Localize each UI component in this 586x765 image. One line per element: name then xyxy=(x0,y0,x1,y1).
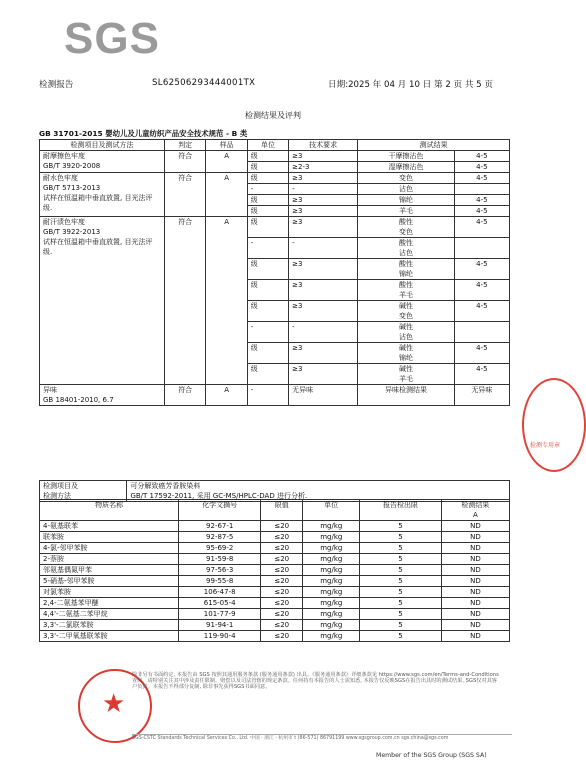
table-row xyxy=(40,587,510,598)
substance-name: 2,4-二氨基苯甲醚 xyxy=(40,598,179,609)
result-label: 干摩擦沾色 xyxy=(358,151,455,162)
result-value xyxy=(454,322,509,343)
table-header-row xyxy=(40,500,510,521)
unit: - xyxy=(247,238,288,259)
test-item-name: 耐汗渍色牢度 GB/T 3922-2013 试样在恒温箱中垂直放置, 目光法评级. xyxy=(40,217,165,385)
result: ND xyxy=(441,631,509,642)
unit: mg/kg xyxy=(303,554,360,565)
table-row xyxy=(40,620,510,631)
column-header: 判定 xyxy=(165,140,206,151)
result-label: 碱性 沾色 xyxy=(358,322,455,343)
cas-number: 119-90-4 xyxy=(179,631,261,642)
column-header: 单位 xyxy=(247,140,288,151)
result-value: 4-5 xyxy=(454,173,509,184)
result-value: 4-5 xyxy=(454,364,509,385)
result-value xyxy=(454,184,509,195)
result: ND xyxy=(441,532,509,543)
test-item-name: 耐摩擦色牢度 GB/T 3920-2008 xyxy=(40,151,165,173)
cas-number: 92-87-5 xyxy=(179,532,261,543)
column-header: 化学文摘号 xyxy=(179,500,261,521)
detection-limit: 5 xyxy=(360,620,442,631)
limit: ≤20 xyxy=(261,565,303,576)
requirement: ≥3 xyxy=(289,343,358,364)
unit: mg/kg xyxy=(303,521,360,532)
unit: 级 xyxy=(247,301,288,322)
report-number: SL62506293444001TX xyxy=(152,78,256,88)
cas-number: 92-67-1 xyxy=(179,521,261,532)
result-label: 酸性 锦纶 xyxy=(358,259,455,280)
table-row xyxy=(40,554,510,565)
table-row xyxy=(40,565,510,576)
result-label: 碱性 变色 xyxy=(358,301,455,322)
unit: mg/kg xyxy=(303,631,360,642)
requirement: ≥3 xyxy=(289,151,358,162)
detection-limit: 5 xyxy=(360,609,442,620)
table-row xyxy=(40,521,510,532)
column-header: 报告检出限 xyxy=(360,500,442,521)
verdict: 符合 xyxy=(165,217,206,385)
detection-limit: 5 xyxy=(360,521,442,532)
column-header: 限值 xyxy=(261,500,303,521)
column-header: 检测结果 A xyxy=(441,500,509,521)
cas-number: 91-94-1 xyxy=(179,620,261,631)
verdict: 符合 xyxy=(165,173,206,217)
requirement: ≥3 xyxy=(289,206,358,217)
footer-address: SGS-CSTC Standards Technical Services Co., Ltd. 中国 · 浙江 · 杭州市 t (86-571) 86791199 www.sgsgroup.com.cn sgs.china@sgs.com xyxy=(132,734,512,742)
footer-terms: 除非另有书面约定, 本报告由 SGS 按照其通用服务条款 (服务通用条款) 出具。《服务通用条款》详细条款见 https://www.sgs.com/en/Terms-and-Conditions 查阅。请特别关注其中涉及责任限制、赔偿以及司法管辖的规定条款。任何持有本报告的人士需知悉, 本报告仅反映SGS在报告出具时的测试结果, SGS仅对其客户负责。本报告不得部分复制, 除非事先获得SGS书面同意。 xyxy=(132,672,499,691)
table-row xyxy=(40,532,510,543)
requirement: ≥3 xyxy=(289,259,358,280)
detection-limit: 5 xyxy=(360,598,442,609)
column-header: 技术要求 xyxy=(289,140,358,151)
substance-name: 对氯苯胺 xyxy=(40,587,179,598)
result-label: 沾色 xyxy=(358,184,455,195)
limit: ≤20 xyxy=(261,543,303,554)
limit: ≤20 xyxy=(261,576,303,587)
substance-name: 5-硝基-邻甲苯胺 xyxy=(40,576,179,587)
unit: - xyxy=(247,322,288,343)
column-header: 单位 xyxy=(303,500,360,521)
requirement: ≥3 xyxy=(289,280,358,301)
report-label: 检测报告 xyxy=(39,80,74,90)
table-row xyxy=(40,217,510,238)
result-label: 酸性 羊毛 xyxy=(358,280,455,301)
result: ND xyxy=(441,576,509,587)
requirement: ≥3 xyxy=(289,173,358,184)
requirement: ≥3 xyxy=(289,217,358,238)
sample-id: A xyxy=(206,151,247,173)
result-label: 酸性 沾色 xyxy=(358,238,455,259)
cas-number: 95-69-2 xyxy=(179,543,261,554)
result-value: 4-5 xyxy=(454,301,509,322)
requirement: - xyxy=(289,238,358,259)
result-value: 4-5 xyxy=(454,259,509,280)
table-row xyxy=(40,385,510,406)
table-row xyxy=(40,173,510,184)
result-label: 异味检测结果 xyxy=(358,385,455,406)
verdict: 符合 xyxy=(165,151,206,173)
substance-name: 2-萘胺 xyxy=(40,554,179,565)
limit: ≤20 xyxy=(261,532,303,543)
date-page: 日期:2025 年 04 月 10 日 第 2 页 共 5 页 xyxy=(328,80,493,90)
unit: mg/kg xyxy=(303,620,360,631)
unit: mg/kg xyxy=(303,598,360,609)
unit: 级 xyxy=(247,151,288,162)
result: ND xyxy=(441,587,509,598)
limit: ≤20 xyxy=(261,631,303,642)
unit: - xyxy=(247,385,288,406)
detection-limit: 5 xyxy=(360,587,442,598)
unit: 级 xyxy=(247,343,288,364)
sample-id: A xyxy=(206,217,247,385)
substance-name: 4,4'-二氨基二苯甲烷 xyxy=(40,609,179,620)
requirement: 无异味 xyxy=(289,385,358,406)
unit: 级 xyxy=(247,162,288,173)
sgs-logo: SGS xyxy=(64,14,160,63)
table-row xyxy=(40,151,510,162)
amine-results-table xyxy=(39,499,510,642)
substance-name: 联苯胺 xyxy=(40,532,179,543)
test-item-name: 异味 GB 18401-2010, 6.7 xyxy=(40,385,165,406)
unit: 级 xyxy=(247,195,288,206)
result-value: 4-5 xyxy=(454,206,509,217)
requirement: - xyxy=(289,184,358,195)
sample-id: A xyxy=(206,173,247,217)
substance-name: 3,3'-二氯联苯胺 xyxy=(40,620,179,631)
unit: 级 xyxy=(247,280,288,301)
limit: ≤20 xyxy=(261,609,303,620)
table-header-row xyxy=(40,140,510,151)
standard-title: GB 31701-2015 婴幼儿及儿童纺织产品安全技术规范 - B 类 xyxy=(39,129,248,138)
inspection-seal: ★ xyxy=(78,669,152,743)
requirement: - xyxy=(289,322,358,343)
column-header: 检测项目及测试方法 xyxy=(40,140,165,151)
result: ND xyxy=(441,554,509,565)
column-header: 样品 xyxy=(206,140,247,151)
cas-number: 97-56-3 xyxy=(179,565,261,576)
result-label: 变色 xyxy=(358,173,455,184)
column-header: 测试结果 xyxy=(358,140,510,151)
result-value: 4-5 xyxy=(454,343,509,364)
substance-name: 4-氯-邻甲苯胺 xyxy=(40,543,179,554)
cas-number: 91-59-8 xyxy=(179,554,261,565)
table-row xyxy=(40,609,510,620)
fastness-table xyxy=(39,139,510,406)
result-value: 4-5 xyxy=(454,151,509,162)
result-value: 4-5 xyxy=(454,195,509,206)
unit: mg/kg xyxy=(303,609,360,620)
detection-limit: 5 xyxy=(360,532,442,543)
page-title: 检测结果及评判 xyxy=(245,111,301,120)
limit: ≤20 xyxy=(261,521,303,532)
method-text: 可分解致癌芳香胺染料 GB/T 17592-2011, 采用 GC-MS/HPLC-DAD 进行分析. xyxy=(127,481,510,502)
result-label: 湿摩擦沾色 xyxy=(358,162,455,173)
limit: ≤20 xyxy=(261,587,303,598)
result: ND xyxy=(441,543,509,554)
cas-number: 106-47-8 xyxy=(179,587,261,598)
unit: mg/kg xyxy=(303,587,360,598)
limit: ≤20 xyxy=(261,620,303,631)
result-label: 碱性 锦纶 xyxy=(358,343,455,364)
unit: 级 xyxy=(247,259,288,280)
result-value xyxy=(454,238,509,259)
substance-name: 4-氨基联苯 xyxy=(40,521,179,532)
result-value: 4-5 xyxy=(454,280,509,301)
column-header: 物质名称 xyxy=(40,500,179,521)
detection-limit: 5 xyxy=(360,576,442,587)
detection-limit: 5 xyxy=(360,543,442,554)
result-label: 酸性 变色 xyxy=(358,217,455,238)
table-row xyxy=(40,598,510,609)
method-label: 检测项目及 检测方法 xyxy=(40,481,127,502)
sample-id: A xyxy=(206,385,247,406)
table-row xyxy=(40,631,510,642)
result: ND xyxy=(441,521,509,532)
cas-number: 615-05-4 xyxy=(179,598,261,609)
unit: 级 xyxy=(247,206,288,217)
detection-limit: 5 xyxy=(360,631,442,642)
unit: - xyxy=(247,184,288,195)
substance-name: 邻氨基偶氮甲苯 xyxy=(40,565,179,576)
result: ND xyxy=(441,620,509,631)
side-seal: 检测专用章 xyxy=(522,378,586,472)
requirement: ≥2-3 xyxy=(289,162,358,173)
result-value: 4-5 xyxy=(454,217,509,238)
unit: 级 xyxy=(247,364,288,385)
requirement: ≥3 xyxy=(289,301,358,322)
cas-number: 99-55-8 xyxy=(179,576,261,587)
result: ND xyxy=(441,598,509,609)
unit: mg/kg xyxy=(303,576,360,587)
result-label: 锦纶 xyxy=(358,195,455,206)
member-line: Member of the SGS Group (SGS SA) xyxy=(376,752,487,759)
unit: mg/kg xyxy=(303,532,360,543)
unit: 级 xyxy=(247,217,288,238)
unit: mg/kg xyxy=(303,543,360,554)
result-value: 4-5 xyxy=(454,162,509,173)
verdict: 符合 xyxy=(165,385,206,406)
result: ND xyxy=(441,609,509,620)
substance-name: 3,3'-二甲氧基联苯胺 xyxy=(40,631,179,642)
requirement: ≥3 xyxy=(289,364,358,385)
limit: ≤20 xyxy=(261,554,303,565)
cas-number: 101-77-9 xyxy=(179,609,261,620)
table-row xyxy=(40,543,510,554)
unit: mg/kg xyxy=(303,565,360,576)
limit: ≤20 xyxy=(261,598,303,609)
table-row xyxy=(40,576,510,587)
result-label: 碱性 羊毛 xyxy=(358,364,455,385)
result-label: 羊毛 xyxy=(358,206,455,217)
result: ND xyxy=(441,565,509,576)
requirement: ≥3 xyxy=(289,195,358,206)
test-item-name: 耐水色牢度 GB/T 5713-2013 试样在恒温箱中垂直放置, 目光法评级. xyxy=(40,173,165,217)
unit: 级 xyxy=(247,173,288,184)
detection-limit: 5 xyxy=(360,565,442,576)
detection-limit: 5 xyxy=(360,554,442,565)
result-value: 无异味 xyxy=(454,385,509,406)
